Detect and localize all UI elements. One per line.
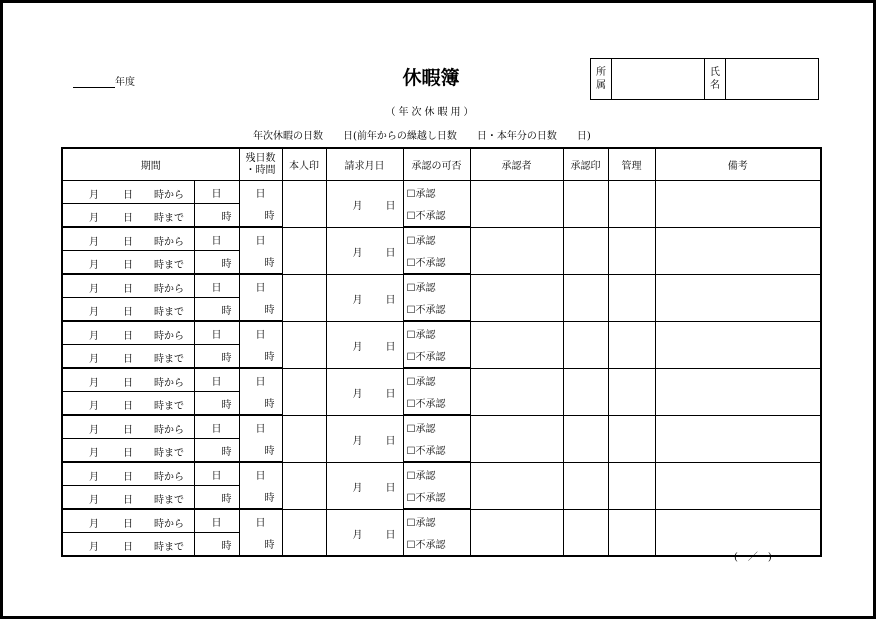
reject-checkbox[interactable]: ☐不承認 (403, 392, 470, 416)
seal-cell[interactable] (282, 462, 326, 509)
request-day-label: 日 (385, 201, 396, 212)
day-label: 日 (123, 237, 133, 248)
request-month-label: 月 (352, 529, 363, 541)
month-label: 月 (89, 378, 99, 389)
to-label: 時まで (154, 448, 184, 459)
seal-cell[interactable] (282, 321, 326, 368)
approve-checkbox[interactable]: ☐承認 (403, 274, 470, 298)
affiliation-field[interactable] (612, 59, 705, 100)
affiliation-label (591, 59, 612, 100)
period-hours-cell[interactable]: 時 (194, 251, 239, 275)
remaining-hours-cell[interactable]: 時 (239, 345, 282, 369)
month-label: 月 (89, 260, 99, 271)
fiscal-year-label: 年度 (115, 77, 135, 88)
header-remaining-line-1: 残日数 (245, 152, 276, 164)
seal-cell[interactable] (282, 509, 326, 556)
remaining-hours-cell[interactable]: 時 (239, 392, 282, 416)
month-label: 月 (89, 284, 99, 295)
management-cell[interactable] (608, 274, 655, 321)
request-day-label: 日 (385, 294, 396, 306)
to-label: 時まで (154, 542, 184, 553)
to-label: 時まで (154, 401, 184, 412)
month-label: 月 (89, 190, 99, 201)
day-label: 日 (123, 213, 133, 224)
management-cell[interactable] (608, 321, 655, 368)
from-label: 時から (154, 378, 184, 389)
remaining-hours-cell[interactable]: 時 (239, 251, 282, 275)
request-date-cell[interactable] (326, 227, 403, 274)
request-month-label: 月 (352, 247, 363, 259)
annual-leave-days-line: 年次休暇の日数 日(前年からの繰越し日数 日・本年分の日数 日) (253, 131, 591, 142)
approver-seal-cell[interactable] (563, 462, 608, 509)
period-days-cell[interactable]: 日 (194, 368, 239, 392)
table-row (62, 181, 821, 204)
approve-checkbox[interactable]: ☐承認 (403, 509, 470, 533)
remaining-days-cell[interactable]: 日 (239, 462, 282, 486)
period-days-cell[interactable]: 日 (194, 227, 239, 251)
period-days-cell[interactable]: 日 (194, 509, 239, 533)
seal-cell[interactable] (282, 415, 326, 462)
from-label: 時から (154, 472, 184, 483)
period-to[interactable] (62, 298, 194, 322)
request-date-cell[interactable] (326, 509, 403, 556)
header-period: 期間 (62, 148, 239, 181)
period-days-cell[interactable]: 日 (194, 415, 239, 439)
fiscal-year-blank[interactable] (73, 76, 115, 88)
header-request-date: 請求月日 (326, 148, 403, 181)
approver-cell[interactable] (470, 509, 563, 556)
day-label: 日 (123, 354, 133, 365)
period-days-cell[interactable]: 日 (194, 181, 239, 204)
remaining-days-cell[interactable]: 日 (239, 368, 282, 392)
to-label: 時まで (154, 307, 184, 318)
period-days-cell[interactable]: 日 (194, 274, 239, 298)
period-from[interactable] (62, 509, 194, 533)
seal-cell[interactable] (282, 181, 326, 228)
reject-checkbox[interactable]: ☐不承認 (403, 533, 470, 557)
approve-checkbox[interactable]: ☐承認 (403, 415, 470, 439)
period-from[interactable] (62, 181, 194, 204)
request-day-label: 日 (385, 435, 396, 447)
request-date-cell[interactable] (326, 415, 403, 462)
approver-seal-cell[interactable] (563, 181, 608, 228)
to-label: 時まで (154, 213, 184, 224)
period-hours-cell[interactable]: 時 (194, 298, 239, 322)
day-label: 日 (123, 284, 133, 295)
reject-checkbox[interactable]: ☐不承認 (403, 439, 470, 463)
header-management: 管理 (608, 148, 655, 181)
request-month-label: 月 (352, 482, 363, 494)
table-row (62, 274, 821, 298)
request-day-label: 日 (385, 247, 396, 259)
management-cell[interactable] (608, 462, 655, 509)
header-seal: 本人印 (282, 148, 326, 181)
request-day-label: 日 (385, 482, 396, 494)
request-month-label: 月 (352, 201, 363, 212)
header-approver-seal: 承認印 (563, 148, 608, 181)
request-date-cell[interactable] (326, 274, 403, 321)
day-label: 日 (123, 331, 133, 342)
remaining-hours-cell[interactable]: 時 (239, 533, 282, 557)
remaining-days-cell[interactable]: 日 (239, 509, 282, 533)
to-label: 時まで (154, 495, 184, 506)
month-label: 月 (89, 237, 99, 248)
seal-cell[interactable] (282, 368, 326, 415)
affiliation-label-char-1: 所 (596, 67, 606, 78)
remarks-cell[interactable] (655, 321, 821, 368)
month-label: 月 (89, 472, 99, 483)
table-row (62, 368, 821, 392)
period-hours-cell[interactable]: 時 (194, 345, 239, 369)
management-cell[interactable] (608, 368, 655, 415)
request-day-label: 日 (385, 388, 396, 400)
period-to[interactable] (62, 345, 194, 369)
day-label: 日 (123, 542, 133, 553)
table-row (62, 321, 821, 345)
approver-cell[interactable] (470, 462, 563, 509)
remarks-cell[interactable] (655, 368, 821, 415)
from-label: 時から (154, 331, 184, 342)
month-label: 月 (89, 519, 99, 530)
page-subtitle: （年次休暇用） (385, 107, 477, 118)
table-row (62, 509, 821, 533)
month-label: 月 (89, 425, 99, 436)
reject-checkbox[interactable]: ☐不承認 (403, 345, 470, 369)
approve-checkbox[interactable]: ☐承認 (403, 227, 470, 251)
month-label: 月 (89, 448, 99, 459)
day-label: 日 (123, 425, 133, 436)
remarks-cell[interactable] (655, 274, 821, 321)
remarks-cell[interactable] (655, 415, 821, 462)
name-label (705, 59, 726, 100)
approver-seal-cell[interactable] (563, 368, 608, 415)
approver-cell[interactable] (470, 181, 563, 228)
day-label: 日 (123, 307, 133, 318)
remaining-days-cell[interactable]: 日 (239, 181, 282, 204)
request-day-label: 日 (385, 341, 396, 353)
affiliation-label-char-2: 属 (596, 80, 606, 91)
request-date-cell[interactable] (326, 462, 403, 509)
reject-checkbox[interactable]: ☐不承認 (403, 298, 470, 322)
remaining-days-cell[interactable]: 日 (239, 227, 282, 251)
approve-checkbox[interactable]: ☐承認 (403, 368, 470, 392)
request-date-cell[interactable] (326, 368, 403, 415)
table-header-row (62, 148, 821, 181)
from-label: 時から (154, 284, 184, 295)
table-row (62, 227, 821, 251)
period-hours-cell[interactable]: 時 (194, 392, 239, 416)
seal-cell[interactable] (282, 274, 326, 321)
period-to[interactable] (62, 251, 194, 275)
affiliation-name-box (590, 58, 819, 100)
period-to[interactable] (62, 439, 194, 463)
approve-checkbox[interactable]: ☐承認 (403, 462, 470, 486)
to-label: 時まで (154, 354, 184, 365)
remarks-cell[interactable] (655, 227, 821, 274)
month-label: 月 (89, 213, 99, 224)
period-hours-cell[interactable]: 時 (194, 204, 239, 228)
request-month-label: 月 (352, 294, 363, 306)
period-from[interactable] (62, 462, 194, 486)
reject-checkbox[interactable]: ☐不承認 (403, 486, 470, 510)
request-day-label: 日 (385, 529, 396, 541)
management-cell[interactable] (608, 415, 655, 462)
remarks-cell[interactable] (655, 181, 821, 228)
reject-checkbox[interactable]: ☐不承認 (403, 204, 470, 228)
day-label: 日 (123, 190, 133, 201)
page-marker: ( ／ ) (734, 552, 772, 563)
management-cell[interactable] (608, 227, 655, 274)
month-label: 月 (89, 401, 99, 412)
approver-seal-cell[interactable] (563, 415, 608, 462)
header-approval: 承認の可否 (403, 148, 470, 181)
month-label: 月 (89, 354, 99, 365)
remaining-hours-cell[interactable]: 時 (239, 439, 282, 463)
name-label-char-2: 名 (710, 80, 720, 91)
approver-cell[interactable] (470, 415, 563, 462)
management-cell[interactable] (608, 509, 655, 556)
approver-cell[interactable] (470, 321, 563, 368)
day-label: 日 (123, 401, 133, 412)
name-field[interactable] (726, 59, 819, 100)
page-title: 休暇簿 (402, 67, 460, 89)
header-remaining (239, 148, 282, 181)
name-label-char-1: 氏 (710, 67, 720, 78)
day-label: 日 (123, 472, 133, 483)
from-label: 時から (154, 190, 184, 201)
from-label: 時から (154, 237, 184, 248)
header-approver: 承認者 (470, 148, 563, 181)
approver-cell[interactable] (470, 227, 563, 274)
seal-cell[interactable] (282, 227, 326, 274)
period-to[interactable] (62, 204, 194, 228)
reject-checkbox[interactable]: ☐不承認 (403, 251, 470, 275)
month-label: 月 (89, 331, 99, 342)
table-row (62, 462, 821, 486)
leave-table (61, 147, 822, 557)
request-date-cell[interactable] (326, 321, 403, 368)
period-from[interactable] (62, 415, 194, 439)
request-month-label: 月 (352, 435, 363, 447)
period-days-cell[interactable]: 日 (194, 462, 239, 486)
management-cell[interactable] (608, 181, 655, 228)
period-hours-cell[interactable]: 時 (194, 486, 239, 510)
period-from[interactable] (62, 368, 194, 392)
fiscal-year (73, 73, 143, 88)
day-label: 日 (123, 378, 133, 389)
day-label: 日 (123, 448, 133, 459)
period-to[interactable] (62, 392, 194, 416)
month-label: 月 (89, 542, 99, 553)
approver-seal-cell[interactable] (563, 227, 608, 274)
remaining-days-cell[interactable]: 日 (239, 415, 282, 439)
period-from[interactable] (62, 274, 194, 298)
period-to[interactable] (62, 486, 194, 510)
remarks-cell[interactable] (655, 462, 821, 509)
day-label: 日 (123, 260, 133, 271)
from-label: 時から (154, 519, 184, 530)
approver-seal-cell[interactable] (563, 274, 608, 321)
approve-checkbox[interactable]: ☐承認 (403, 181, 470, 204)
request-month-label: 月 (352, 341, 363, 353)
month-label: 月 (89, 307, 99, 318)
period-hours-cell[interactable]: 時 (194, 533, 239, 557)
remaining-hours-cell[interactable]: 時 (239, 204, 282, 228)
approver-seal-cell[interactable] (563, 321, 608, 368)
period-from[interactable] (62, 227, 194, 251)
period-to[interactable] (62, 533, 194, 557)
approver-cell[interactable] (470, 368, 563, 415)
period-hours-cell[interactable]: 時 (194, 439, 239, 463)
to-label: 時まで (154, 260, 184, 271)
period-from[interactable] (62, 321, 194, 345)
table-row (62, 415, 821, 439)
day-label: 日 (123, 519, 133, 530)
month-label: 月 (89, 495, 99, 506)
approver-seal-cell[interactable] (563, 509, 608, 556)
remaining-days-cell[interactable]: 日 (239, 274, 282, 298)
remaining-hours-cell[interactable]: 時 (239, 486, 282, 510)
request-month-label: 月 (352, 388, 363, 400)
approve-checkbox[interactable]: ☐承認 (403, 321, 470, 345)
from-label: 時から (154, 425, 184, 436)
day-label: 日 (123, 495, 133, 506)
approver-cell[interactable] (470, 274, 563, 321)
header-remarks: 備考 (655, 148, 821, 181)
request-date-cell[interactable] (326, 181, 403, 228)
remaining-hours-cell[interactable]: 時 (239, 298, 282, 322)
remaining-days-cell[interactable]: 日 (239, 321, 282, 345)
period-days-cell[interactable]: 日 (194, 321, 239, 345)
header-remaining-line-2: ・時間 (245, 164, 276, 176)
